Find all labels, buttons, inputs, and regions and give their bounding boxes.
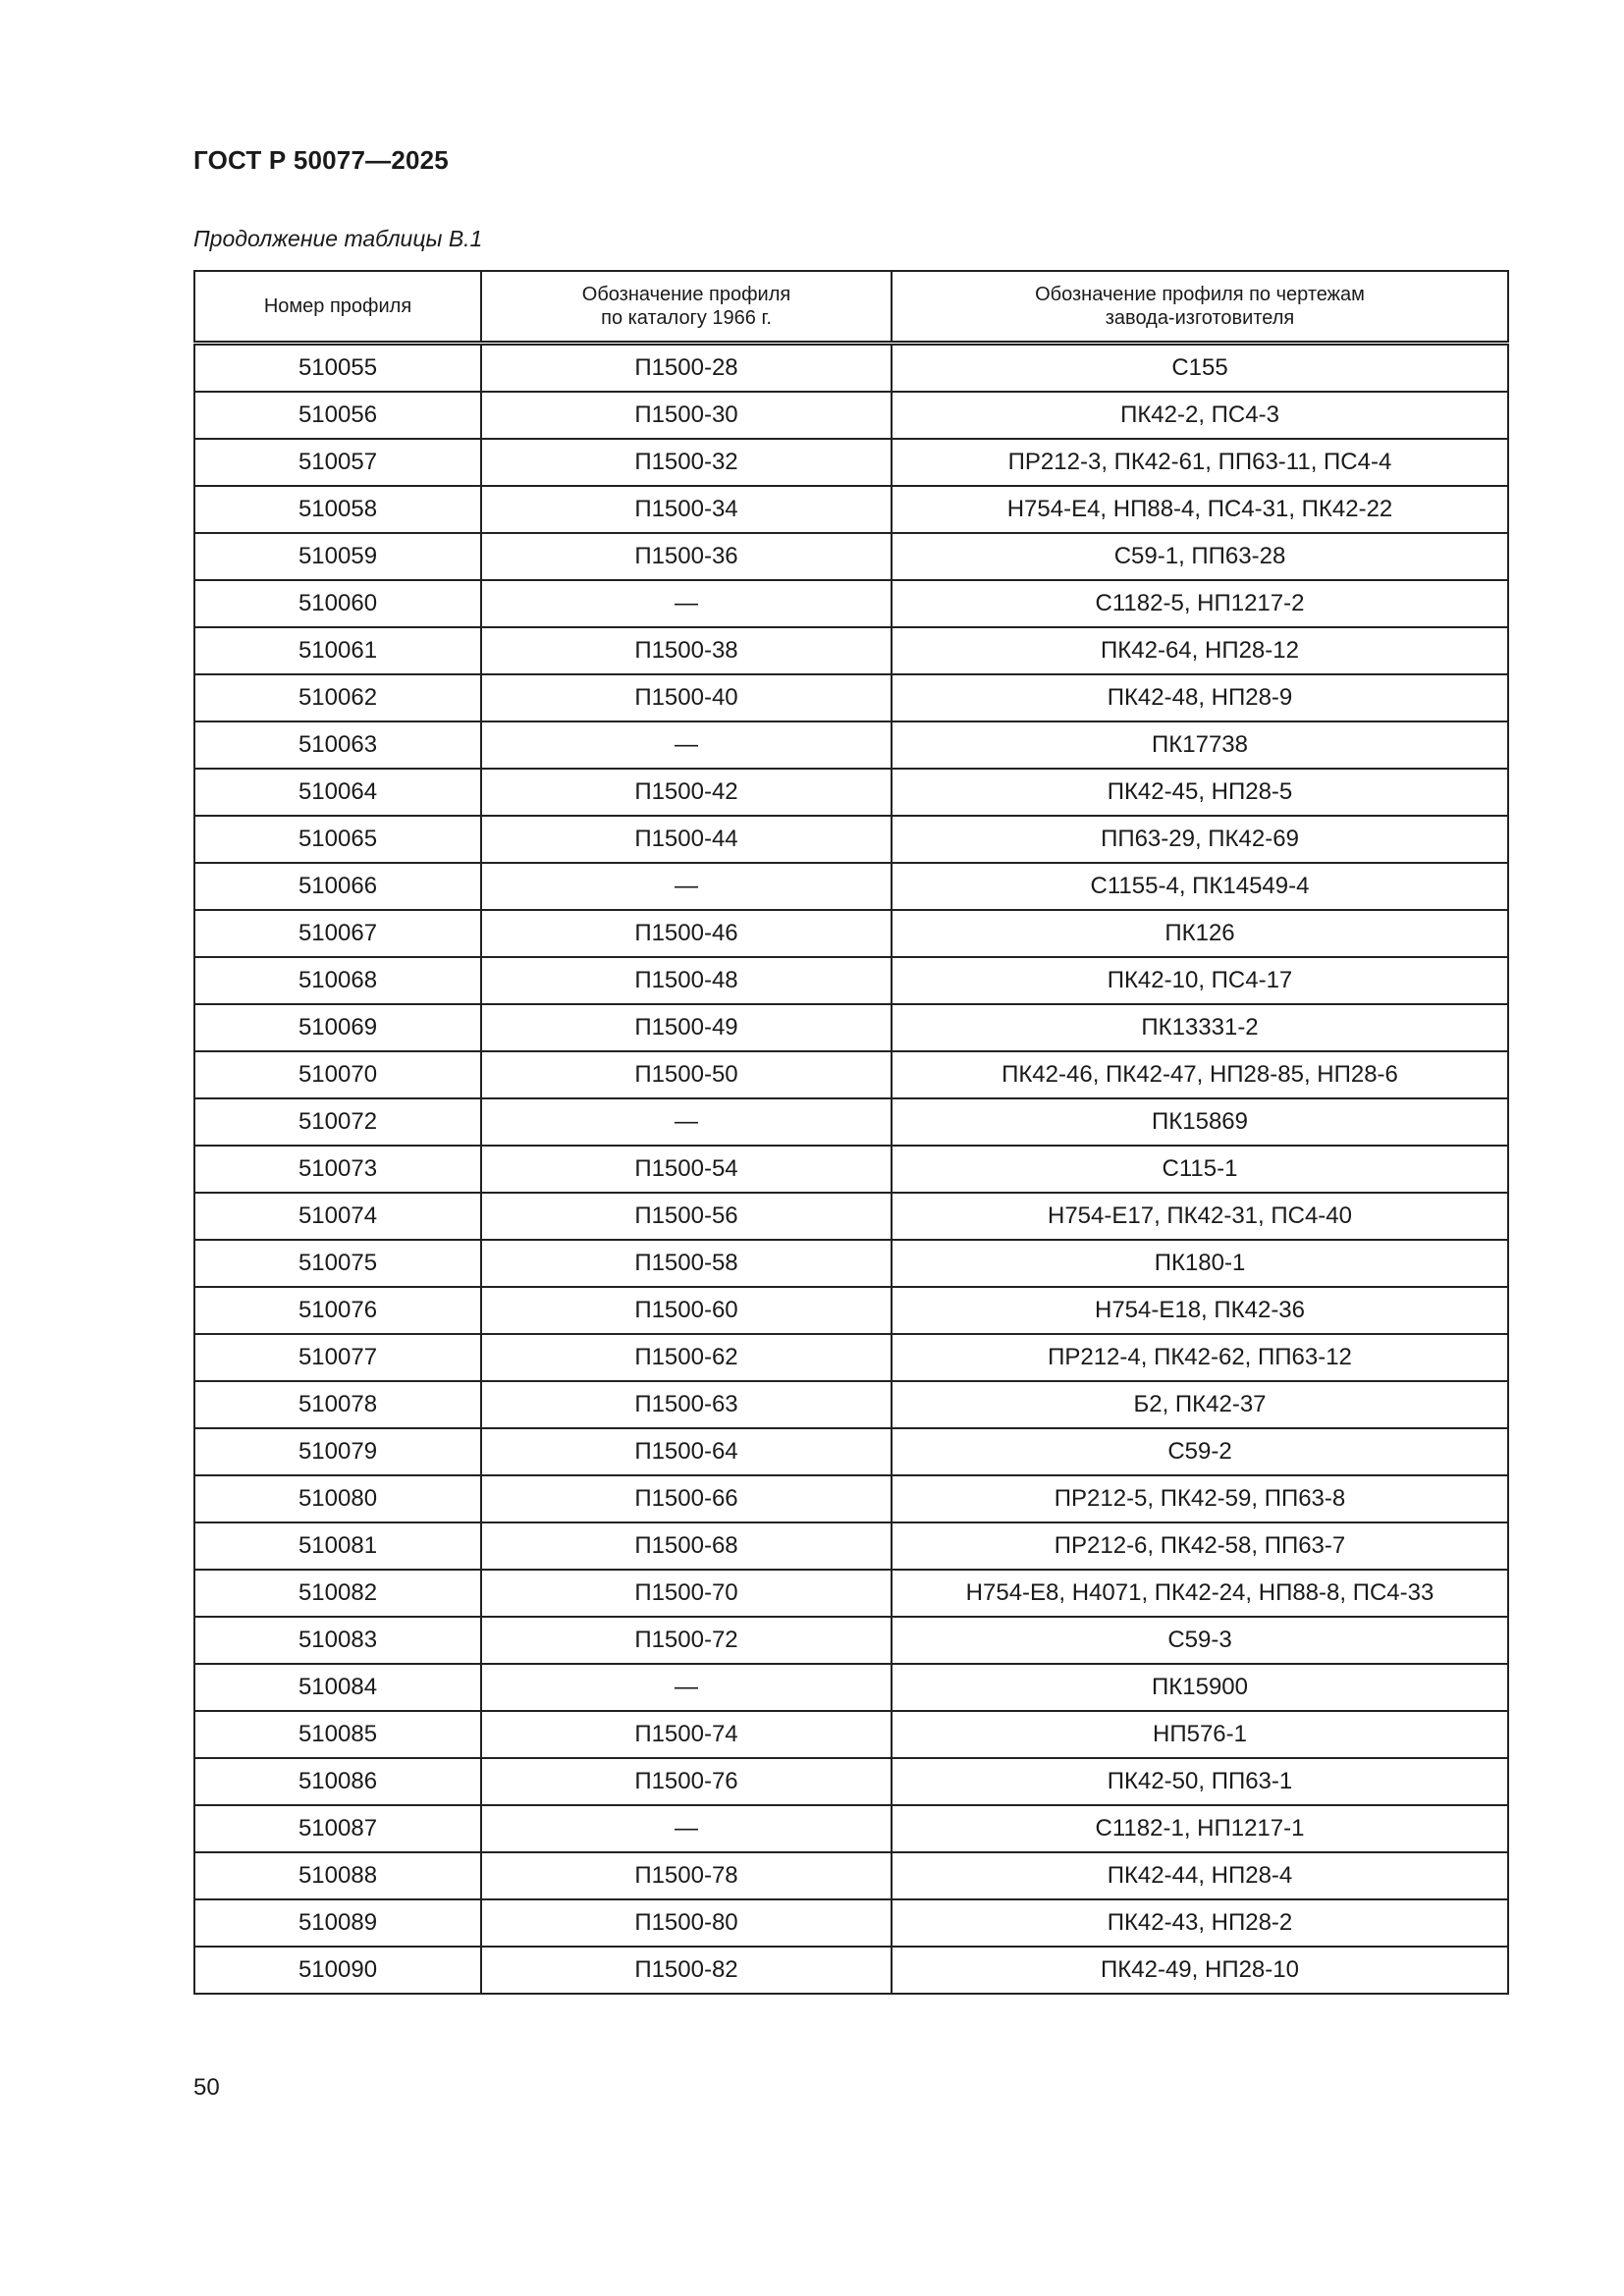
table-row: [194, 1240, 1508, 1287]
cell-profile-number: 510081: [194, 1522, 481, 1570]
cell-factory-designation: Н754-Е18, ПК42-36: [892, 1287, 1508, 1334]
profile-table: [193, 270, 1509, 1995]
cell-profile-number: 510060: [194, 580, 481, 627]
cell-profile-number: 510084: [194, 1664, 481, 1711]
cell-factory-designation: ПК17738: [892, 721, 1508, 769]
cell-profile-number: 510079: [194, 1428, 481, 1475]
cell-catalog-designation: —: [481, 863, 892, 910]
column-header-line: по каталогу 1966 г.: [601, 307, 772, 329]
cell-catalog-designation: П1500-28: [481, 344, 892, 393]
cell-factory-designation: ПК42-48, НП28-9: [892, 674, 1508, 721]
cell-catalog-designation: П1500-63: [481, 1381, 892, 1428]
cell-catalog-designation: П1500-66: [481, 1475, 892, 1522]
column-header-line: Обозначение профиля: [581, 284, 791, 305]
cell-catalog-designation: П1500-40: [481, 674, 892, 721]
cell-catalog-designation: П1500-58: [481, 1240, 892, 1287]
cell-profile-number: 510089: [194, 1899, 481, 1947]
cell-factory-designation: ПК42-46, ПК42-47, НП28-85, НП28-6: [892, 1051, 1508, 1098]
cell-profile-number: 510087: [194, 1805, 481, 1852]
table-header-row: [194, 271, 1508, 344]
cell-profile-number: 510075: [194, 1240, 481, 1287]
cell-catalog-designation: —: [481, 1805, 892, 1852]
cell-factory-designation: ПК15869: [892, 1098, 1508, 1146]
cell-catalog-designation: П1500-49: [481, 1004, 892, 1051]
cell-factory-designation: ПР212-5, ПК42-59, ПП63-8: [892, 1475, 1508, 1522]
cell-factory-designation: С59-1, ПП63-28: [892, 533, 1508, 580]
cell-profile-number: 510090: [194, 1947, 481, 1994]
cell-profile-number: 510066: [194, 863, 481, 910]
column-header-profile-number: [194, 271, 481, 344]
table-row: [194, 1947, 1508, 1994]
column-header-factory-designation: [892, 271, 1508, 344]
table-row: [194, 580, 1508, 627]
cell-profile-number: 510063: [194, 721, 481, 769]
table-row: [194, 1664, 1508, 1711]
cell-catalog-designation: П1500-70: [481, 1570, 892, 1617]
cell-factory-designation: С1182-1, НП1217-1: [892, 1805, 1508, 1852]
cell-factory-designation: С1155-4, ПК14549-4: [892, 863, 1508, 910]
cell-catalog-designation: П1500-82: [481, 1947, 892, 1994]
cell-profile-number: 510076: [194, 1287, 481, 1334]
cell-factory-designation: ПР212-3, ПК42-61, ПП63-11, ПС4-4: [892, 439, 1508, 486]
cell-factory-designation: НП576-1: [892, 1711, 1508, 1758]
table-row: [194, 1004, 1508, 1051]
cell-catalog-designation: —: [481, 1098, 892, 1146]
cell-factory-designation: ПК42-2, ПС4-3: [892, 392, 1508, 439]
cell-factory-designation: С1182-5, НП1217-2: [892, 580, 1508, 627]
cell-profile-number: 510086: [194, 1758, 481, 1805]
table-row: [194, 816, 1508, 863]
cell-catalog-designation: П1500-64: [481, 1428, 892, 1475]
table-row: [194, 1522, 1508, 1570]
table-row: [194, 910, 1508, 957]
cell-factory-designation: Н754-Е17, ПК42-31, ПС4-40: [892, 1193, 1508, 1240]
column-header-catalog-designation: [481, 271, 892, 344]
cell-factory-designation: С59-3: [892, 1617, 1508, 1664]
cell-factory-designation: С155: [892, 344, 1508, 393]
cell-catalog-designation: П1500-54: [481, 1146, 892, 1193]
cell-catalog-designation: П1500-38: [481, 627, 892, 674]
cell-profile-number: 510055: [194, 344, 481, 393]
table-row: [194, 1899, 1508, 1947]
table-row: [194, 863, 1508, 910]
document-header: ГОСТ Р 50077—2025: [193, 145, 449, 175]
table-row: [194, 1381, 1508, 1428]
column-header-line: завода-изготовителя: [1105, 307, 1295, 329]
cell-profile-number: 510069: [194, 1004, 481, 1051]
table-row: [194, 1428, 1508, 1475]
table-row: [194, 957, 1508, 1004]
cell-profile-number: 510088: [194, 1852, 481, 1899]
cell-factory-designation: ПК42-50, ПП63-1: [892, 1758, 1508, 1805]
cell-factory-designation: ПК42-43, НП28-2: [892, 1899, 1508, 1947]
cell-catalog-designation: П1500-72: [481, 1617, 892, 1664]
cell-catalog-designation: —: [481, 721, 892, 769]
table-row: [194, 1711, 1508, 1758]
table-row: [194, 486, 1508, 533]
table-row: [194, 439, 1508, 486]
table-body: [194, 344, 1508, 1995]
table-row: [194, 392, 1508, 439]
cell-catalog-designation: —: [481, 580, 892, 627]
table-row: [194, 627, 1508, 674]
cell-profile-number: 510083: [194, 1617, 481, 1664]
cell-catalog-designation: П1500-46: [481, 910, 892, 957]
cell-factory-designation: ПП63-29, ПК42-69: [892, 816, 1508, 863]
cell-catalog-designation: П1500-48: [481, 957, 892, 1004]
cell-profile-number: 510073: [194, 1146, 481, 1193]
cell-catalog-designation: П1500-36: [481, 533, 892, 580]
cell-profile-number: 510074: [194, 1193, 481, 1240]
cell-catalog-designation: П1500-32: [481, 439, 892, 486]
table-row: [194, 674, 1508, 721]
column-header-line: Номер профиля: [263, 295, 412, 317]
cell-profile-number: 510068: [194, 957, 481, 1004]
cell-factory-designation: Б2, ПК42-37: [892, 1381, 1508, 1428]
cell-profile-number: 510067: [194, 910, 481, 957]
table-row: [194, 1758, 1508, 1805]
cell-factory-designation: ПК42-10, ПС4-17: [892, 957, 1508, 1004]
cell-factory-designation: ПК42-44, НП28-4: [892, 1852, 1508, 1899]
cell-factory-designation: ПК180-1: [892, 1240, 1508, 1287]
cell-factory-designation: ПК42-64, НП28-12: [892, 627, 1508, 674]
cell-catalog-designation: П1500-34: [481, 486, 892, 533]
table-row: [194, 1098, 1508, 1146]
table-row: [194, 1570, 1508, 1617]
cell-factory-designation: ПК15900: [892, 1664, 1508, 1711]
cell-profile-number: 510062: [194, 674, 481, 721]
cell-factory-designation: С115-1: [892, 1146, 1508, 1193]
table-row: [194, 1852, 1508, 1899]
cell-factory-designation: С59-2: [892, 1428, 1508, 1475]
page-number: 50: [193, 2074, 220, 2101]
cell-profile-number: 510056: [194, 392, 481, 439]
cell-profile-number: 510057: [194, 439, 481, 486]
table-row: [194, 769, 1508, 816]
table-row: [194, 1334, 1508, 1381]
table-row: [194, 1805, 1508, 1852]
cell-profile-number: 510065: [194, 816, 481, 863]
cell-profile-number: 510072: [194, 1098, 481, 1146]
table-row: [194, 533, 1508, 580]
table-row: [194, 1617, 1508, 1664]
cell-catalog-designation: —: [481, 1664, 892, 1711]
table-row: [194, 1287, 1508, 1334]
cell-profile-number: 510080: [194, 1475, 481, 1522]
table-row: [194, 1051, 1508, 1098]
cell-factory-designation: ПК13331-2: [892, 1004, 1508, 1051]
cell-factory-designation: ПК42-45, НП28-5: [892, 769, 1508, 816]
cell-catalog-designation: П1500-30: [481, 392, 892, 439]
table-row: [194, 1475, 1508, 1522]
cell-catalog-designation: П1500-50: [481, 1051, 892, 1098]
table-caption: Продолжение таблицы В.1: [193, 226, 483, 251]
cell-profile-number: 510082: [194, 1570, 481, 1617]
cell-catalog-designation: П1500-60: [481, 1287, 892, 1334]
cell-profile-number: 510058: [194, 486, 481, 533]
cell-catalog-designation: П1500-62: [481, 1334, 892, 1381]
cell-factory-designation: Н754-Е4, НП88-4, ПС4-31, ПК42-22: [892, 486, 1508, 533]
cell-catalog-designation: П1500-56: [481, 1193, 892, 1240]
column-header-line: Обозначение профиля по чертежам: [1035, 284, 1365, 305]
cell-catalog-designation: П1500-76: [481, 1758, 892, 1805]
cell-factory-designation: ПК42-49, НП28-10: [892, 1947, 1508, 1994]
cell-profile-number: 510077: [194, 1334, 481, 1381]
cell-catalog-designation: П1500-74: [481, 1711, 892, 1758]
table-row: [194, 721, 1508, 769]
cell-profile-number: 510070: [194, 1051, 481, 1098]
cell-catalog-designation: П1500-42: [481, 769, 892, 816]
table-row: [194, 1146, 1508, 1193]
cell-profile-number: 510059: [194, 533, 481, 580]
table-row: [194, 344, 1508, 393]
cell-catalog-designation: П1500-44: [481, 816, 892, 863]
table-row: [194, 1193, 1508, 1240]
cell-factory-designation: Н754-Е8, Н4071, ПК42-24, НП88-8, ПС4-33: [892, 1570, 1508, 1617]
cell-profile-number: 510078: [194, 1381, 481, 1428]
cell-factory-designation: ПР212-6, ПК42-58, ПП63-7: [892, 1522, 1508, 1570]
cell-catalog-designation: П1500-78: [481, 1852, 892, 1899]
cell-catalog-designation: П1500-68: [481, 1522, 892, 1570]
cell-factory-designation: ПК126: [892, 910, 1508, 957]
cell-profile-number: 510061: [194, 627, 481, 674]
cell-factory-designation: ПР212-4, ПК42-62, ПП63-12: [892, 1334, 1508, 1381]
cell-catalog-designation: П1500-80: [481, 1899, 892, 1947]
cell-profile-number: 510085: [194, 1711, 481, 1758]
cell-profile-number: 510064: [194, 769, 481, 816]
